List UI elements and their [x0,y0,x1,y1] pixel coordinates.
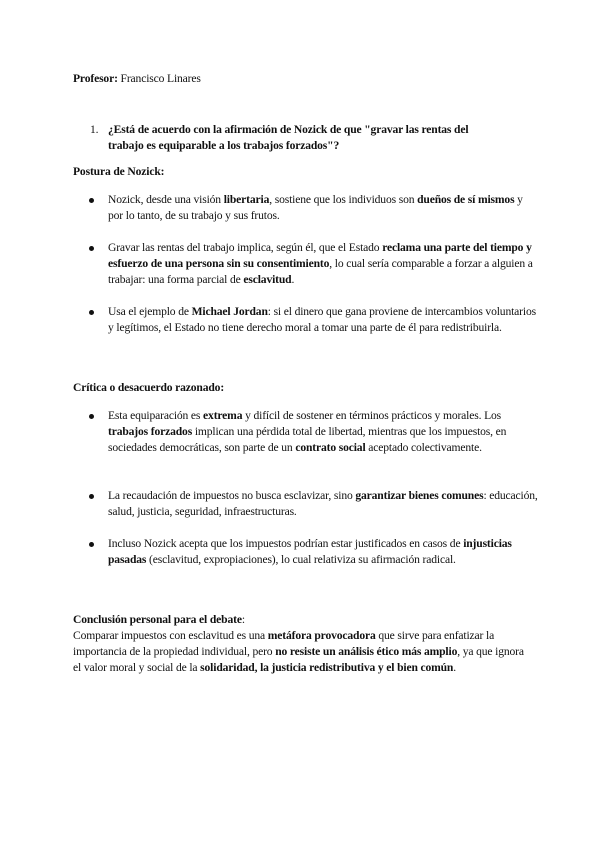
text-run: , sostiene que los individuos son [269,193,418,206]
text-run: Esta equiparación es [108,409,204,422]
critica-bullet-1 [108,408,538,456]
text-run: Usa el ejemplo de [108,305,192,318]
conclusion-heading [73,612,245,628]
question-text: ¿Está de acuerdo con la afirmación de Nozick de que "gravar las rentas del trabajo es equiparable a los trabajos forzados"? [108,123,469,152]
critica-heading: Crítica o desacuerdo razonado: [73,381,225,394]
emphasis: trabajos forzados [108,425,193,438]
text-run: aceptado colectivamente. [365,441,482,454]
question-number: 1. [90,123,99,136]
professor-label: Profesor: [73,72,118,85]
emphasis: solidaridad, la justicia redistributiva y el bien común [200,661,454,674]
emphasis: reclama una parte del tiempo y esfuerzo de una persona sin su consentimiento [108,241,532,270]
conclusion-heading-text: Conclusión personal para el debate [73,613,242,626]
critica-bullet-2 [108,488,538,520]
critica-bullet-3 [108,536,538,568]
text-run: y difícil de sostener en términos prácticos y morales. Los [242,409,502,422]
emphasis: contrato social [295,441,366,454]
text-run: La recaudación de impuestos no busca esclavizar, sino [108,489,356,502]
text-run: (esclavitud, expropiaciones), lo cual relativiza su afirmación radical. [146,553,456,566]
text-run: . [453,661,456,674]
conclusion-body [73,628,531,676]
professor-line [73,71,201,87]
emphasis: metáfora provocadora [267,629,376,642]
text-run: y por lo tanto, de su trabajo y sus frutos. [108,193,523,222]
bullet-icon [89,414,94,419]
bullet-icon [89,542,94,547]
text-run: Nozick, desde una visión [108,193,224,206]
text-run: : educación, salud, justicia, seguridad, infraestructuras. [108,489,538,518]
professor-name: Francisco Linares [117,72,201,85]
text-run: : si el dinero que gana proviene de intercambios voluntarios y legítimos, el Estado no tiene derecho moral a tomar una parte de él para redistribuirla. [108,305,536,334]
bullet-icon [89,310,94,315]
text-run: Incluso Nozick acepta que los impuestos podrían estar justificados en casos de [108,537,464,550]
emphasis: dueños de sí mismos [417,193,515,206]
bullet-icon [89,198,94,203]
postura-bullet-1 [108,192,538,224]
text-run: Gravar las rentas del trabajo implica, según él, que el Estado [108,241,383,254]
emphasis: esclavitud [243,273,292,286]
emphasis: no resiste un análisis ético más amplio [275,645,458,658]
emphasis: extrema [203,409,243,422]
postura-bullet-2 [108,240,538,288]
emphasis: injusticias pasadas [108,537,512,566]
postura-heading: Postura de Nozick: [73,165,165,178]
emphasis: Michael Jordan [191,305,268,318]
text-run: , lo cual sería comparable a forzar a alguien a trabajar: una forma parcial de [108,257,533,286]
emphasis: garantizar bienes comunes [355,489,484,502]
bullet-icon [89,246,94,251]
postura-bullet-3 [108,304,538,336]
text-run: Comparar impuestos con esclavitud es una [73,629,268,642]
text-run: implican una pérdida total de libertad, mientras que los impuestos, en sociedades democráticas, son parte de un [108,425,507,454]
bullet-icon [89,494,94,499]
text-run: . [291,273,295,286]
text-run: , ya que ignora el valor moral y social de la [73,645,524,674]
emphasis: libertaria [223,193,270,206]
text-run: que sirve para enfatizar la importancia de la propiedad individual, pero [73,629,495,658]
text-run: : [241,613,245,626]
